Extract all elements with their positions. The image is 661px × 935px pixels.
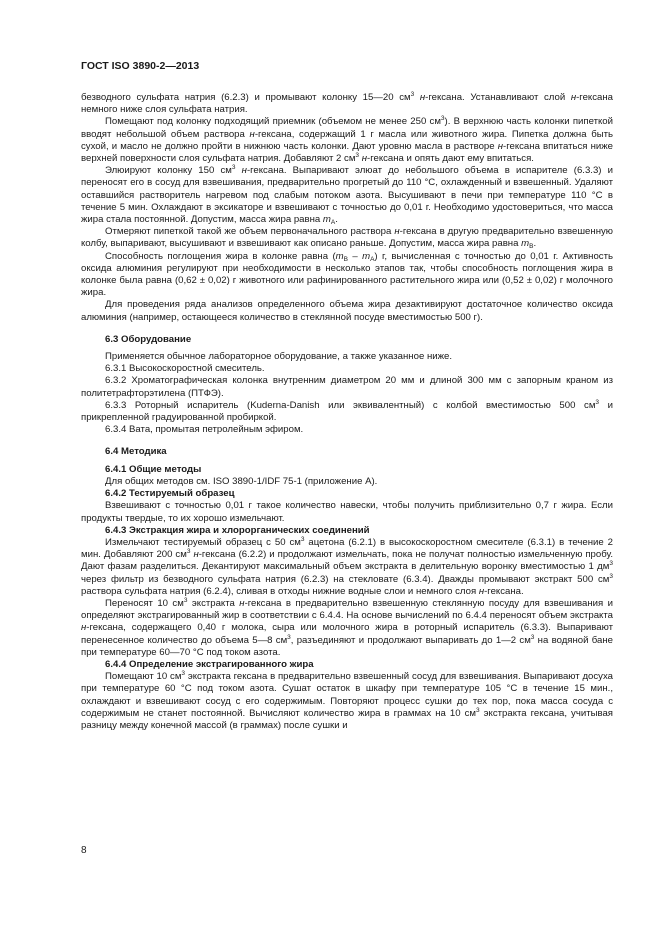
body-paragraph: 6.3.2 Хроматографическая колонка внутренним диаметром 20 мм и длиной 300 мм с запорным краном из политетрафторэтилена (ПТФЭ).	[81, 375, 613, 399]
body-paragraph: 6.3.3 Роторный испаритель (Kuderna-Danish или эквивалентный) с колбой вместимостью 500 $см^3$ и прикрепленной градуированной пробиркой.	[81, 398, 613, 424]
body-paragraph: Способность поглощения жира в колонке равна $(m_B - m_A)$ г, вычисленная с точностью до 0,01 г. Активность оксида алюминия регулируют при необходимости в несколько этапов так, чтобы способность поглощения жира в колонке была равна (0,62 ± 0,02) г животного или рафинированного растительного жира или (0,52 ± 0,02) г молочного жира.	[81, 250, 613, 299]
section-heading: 6.3 Оборудование	[105, 333, 192, 345]
section-heading: 6.4.2 Тестируемый образец	[105, 488, 235, 500]
body-paragraph: 6.3.1 Высокоскоростной смеситель.	[105, 363, 265, 375]
body-paragraph: Отмеряют пипеткой такой же объем первоначального раствора н-гексана в другую предварительно взвешенную колбу, выпаривают, высушивают и взвешивают как описано раньше. Допустим, масса жира равна $m_B$.	[81, 226, 613, 251]
section-heading: 6.4.1 Общие методы	[105, 463, 202, 475]
body-paragraph: Элюируют колонку 150 $см^3$ н-гексана. Выпаривают элюат до небольшого объема в испарителе (6.3.3) и переносят его в сосуд для взвешивания, предварительно прогретый до 110 °С, охлажденный и взвешенный. Удаляют оставшийся растворитель нагревом под слабым потоком азота. Высушивают в печи при температуре 110 °С в течение 5 мин. Охлаждают в эксикаторе и взвешивают с точностью до 0,01 г. Необходимо удостовериться, что масса жира стала постоянной. Допустим, масса жира равна $m_A$.	[81, 164, 613, 227]
body-paragraph: Применяется обычное лабораторное оборудование, а также указанное ниже.	[105, 351, 453, 363]
body-paragraph: Измельчают тестируемый образец с 50 $см^3$ ацетона (6.2.1) в высокоскоростном смесителе (6.3.1) в течение 2 мин. Добавляют 200 $см^3$ н-гексана (6.2.2) и продолжают измельчать, пока не получат полностью измельченную пробу. Дают фазам разделиться. Декантируют максимальный объем экстракта в делительную воронку вместимостью 1 $дм^3$ через фильтр из безводного сульфата натрия (6.2.3) на стекловате (6.3.4). Дважды промывают экстракт 500 $см^3$ раствора сульфата натрия (6.2.4), сливая в отходы нижние водные слои и немного слоя н-гексана.	[81, 535, 614, 597]
body-paragraph: безводного сульфата натрия (6.2.3) и промывают колонку 15—20 $см^3$ н-гексана. Устанавливают слой н-гексана немного ниже слоя сульфата натрия.	[81, 91, 613, 116]
body-paragraph: Помещают 10 $см^3$ экстракта гексана в предварительно взвешенный сосуд для взвешивания. Выпаривают досуха при температуре 60 °С под током азота. Сушат остаток в шкафу при температуре 105 °С в течение 15 мин., охлаждают и взвешивают сосуд с его содержимым. Повторяют процесс сушки до тех пор, пока масса сосуда с содержимым не станет постоянной. Вычисляют количество жира в граммах на 10 $см^3$ экстракта гексана, учитывая разницу между конечной массой (в граммах) после сушки и	[81, 670, 614, 731]
document-header: ГОСТ ISO 3890-2—2013	[81, 60, 200, 72]
section-heading: 6.4 Методика	[105, 446, 167, 458]
body-paragraph: Взвешивают с точностью 0,01 г такое количество навески, чтобы получить приблизительно 0,7 г жира. Если продукты твердые, то их хорошо измельчают.	[81, 500, 613, 524]
document-body	[81, 92, 613, 732]
section-heading: 6.4.4 Определение экстрагированного жира	[105, 658, 314, 670]
page-number: 8	[81, 845, 87, 856]
body-paragraph: 6.3.4 Вата, промытая петролейным эфиром.	[105, 424, 304, 436]
section-heading: 6.4.3 Экстракция жира и хлорорганических соединений	[105, 524, 370, 536]
body-paragraph: Для проведения ряда анализов определенного объема жира дезактивируют достаточное количество оксида алюминия (например, остающееся количество в стеклянной посуде вместимостью 500 г).	[81, 299, 613, 323]
body-paragraph: Переносят 10 $см^3$ экстракта н-гексана в предварительно взвешенную стеклянную посуду для взвешивания и определяют экстрагированный жир в соответствии с 6.4.4. На основе вычислений по 6.4.4 переносят объем экстракта н-гексана, содержащего 0,40 г молока, сыра или молочного жира в роторный испаритель (6.3.3). Выпаривают перенесенное количество до объема 5—8 $см^3$, разъединяют и продолжают выпаривать до 1—2 $см^3$ на водяной бане при температуре 60—70 °С под током азота.	[81, 596, 613, 658]
body-paragraph: Помещают под колонку подходящий приемник (объемом не менее 250 $см^3$). В верхнюю часть колонки пипеткой вводят небольшой объем раствора н-гексана, содержащий 1 г масла или животного жира. Пипетка должна быть сухой, и масло не должно пройти в нижнюю часть колонки. Дают уровню масла в растворе н-гексана впитаться ниже верхней поверхности слоя сульфата натрия. Добавляют 2 $см^3$ н-гексана и опять дают ему впитаться.	[81, 115, 614, 165]
body-paragraph: Для общих методов см. ISO 3890-1/IDF 75-1 (приложение А).	[105, 475, 378, 487]
